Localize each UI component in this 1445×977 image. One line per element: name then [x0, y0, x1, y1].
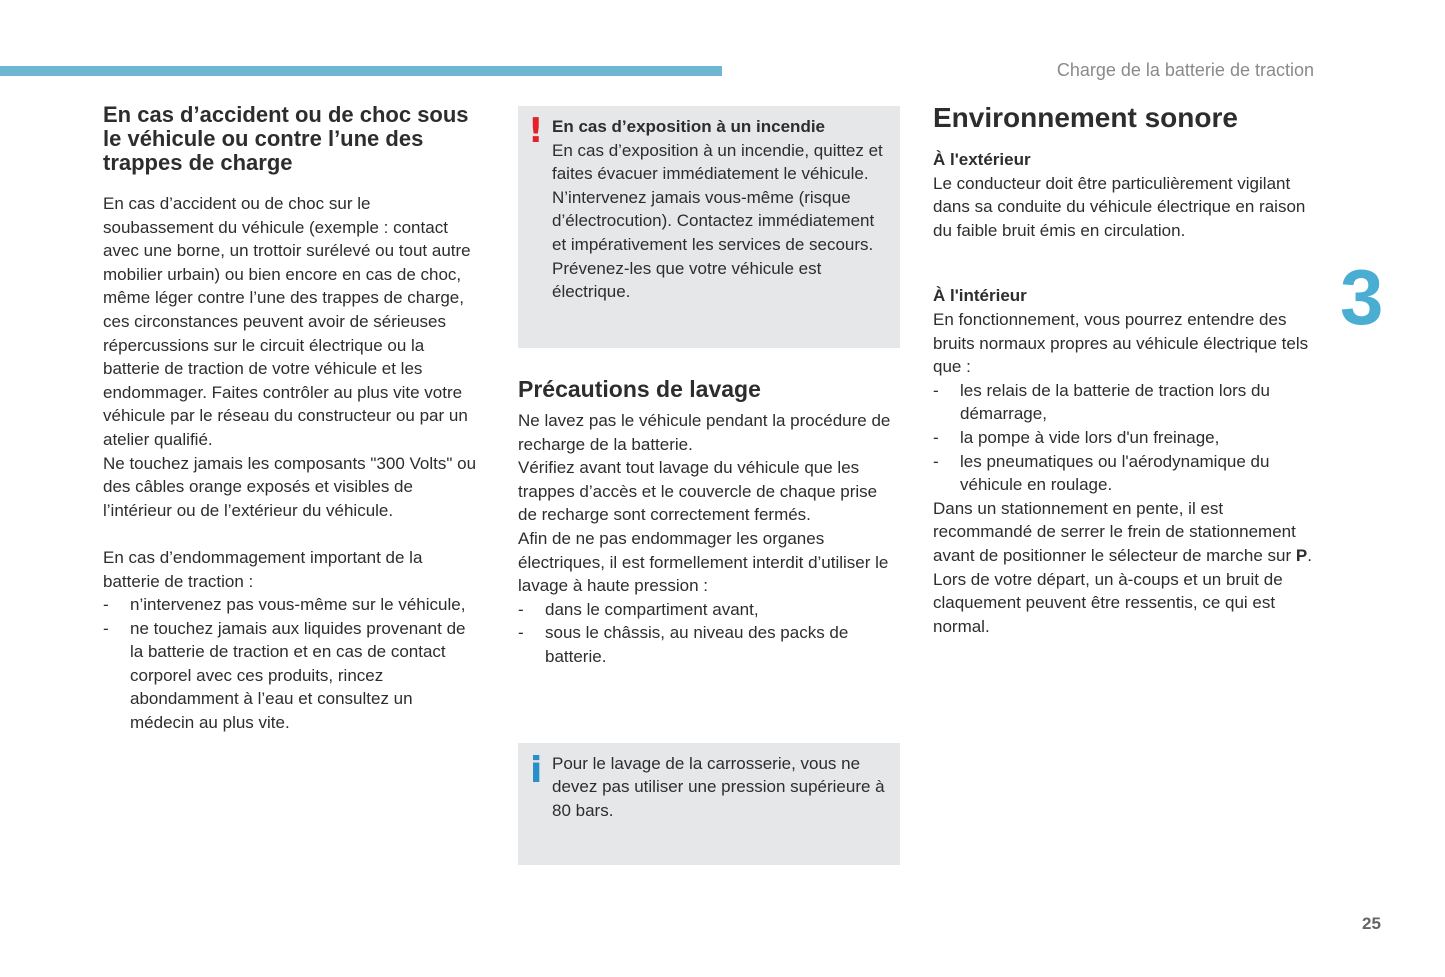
damage-paragraph: En cas d’endommagement important de la batterie de traction :: [103, 547, 423, 591]
chapter-number: 3: [1340, 253, 1384, 341]
list-item: - sous le châssis, au niveau des packs de batterie.: [518, 621, 900, 668]
list-item: - la pompe à vide lors d'un freinage,: [933, 426, 1323, 450]
list-item: - dans le compartiment avant,: [518, 598, 900, 622]
page-number: 25: [1362, 914, 1381, 933]
accident-paragraph: En cas d’accident ou de choc sur le soubassement du véhicule (exemple : contact avec une borne, un trottoir surélevé ou tout autre mobilier urbain) ou bien encore en cas de choc, même léger contre l’une des trappes de charge, ces circonstances peuvent avoir de sérieuses répercussions sur le circuit électrique ou la batterie de traction de votre véhicule et les endommager. Faites contrôler au plus vite votre véhicule par le réseau du constructeur ou par un atelier qualifié.: [103, 194, 471, 449]
exterior-subheading: À l'extérieur: [933, 150, 1031, 169]
list-item: - les pneumatiques ou l'aérodynamique du véhicule en roulage.: [933, 450, 1323, 497]
list-item: - n’intervenez pas vous-même sur le véhicule,: [103, 593, 481, 617]
column-accident: [103, 103, 481, 735]
gear-p-label: P: [1295, 545, 1308, 565]
slope-paragraph: [933, 497, 1323, 639]
lavage-list: [518, 598, 900, 669]
lavage-paragraph-1: Ne lavez pas le véhicule pendant la procédure de recharge de la batterie.: [518, 411, 891, 454]
list-item: - ne touchez jamais aux liquides provenant de la batterie de traction et en cas de contact corporel avec ces produits, rincez abondamment à l’eau et consultez un médecin au plus vite.: [103, 617, 481, 735]
accident-heading: En cas d’accident ou de choc sous le véhicule ou contre l’une des trappes de charge: [103, 102, 469, 175]
interior-subheading: À l'intérieur: [933, 286, 1027, 306]
lavage-heading: Précautions de lavage: [518, 376, 761, 402]
exterior-text: Le conducteur doit être particulièrement vigilant dans sa conduite du véhicule électrique en raison du faible bruit émis en circulation.: [933, 173, 1306, 240]
interior-text: En fonctionnement, vous pourrez entendre des bruits normaux propres au véhicule électrique tels que :: [933, 309, 1309, 377]
column-sound: [933, 100, 1323, 638]
slope-text-end: . Lors de votre départ, un à-coups et un bruit de claquement peuvent être ressentis, ce qui est normal.: [933, 545, 1312, 636]
header-accent-bar: [0, 66, 722, 76]
slope-text-start: Dans un stationnement en pente, il est recommandé de serrer le frein de stationnement avant de positionner le sélecteur de marche sur: [933, 498, 1296, 565]
interior-list: [933, 379, 1323, 497]
sound-heading: Environnement sonore: [933, 102, 1238, 133]
components-paragraph: Ne touchez jamais les composants "300 Volts" ou des câbles orange exposés et visibles de l’intérieur ou de l’extérieur du véhicule.: [103, 453, 477, 520]
lavage-paragraph-2: Vérifiez avant tout lavage du véhicule que les trappes d’accès et le couvercle de chaque prise de recharge sont correctement fermés.: [518, 458, 878, 525]
pressure-info-box: [518, 743, 900, 865]
column-lavage: [518, 106, 900, 865]
damage-list: [103, 593, 481, 735]
lavage-paragraph-3: Afin de ne pas endommager les organes électriques, il est formellement interdit d’utiliser le lavage à haute pression :: [518, 528, 889, 596]
info-text: Pour le lavage de la carrosserie, vous ne devez pas utiliser une pression supérieure à 80 bars.: [552, 753, 885, 820]
warning-text: En cas d’exposition à un incendie, quittez et faites évacuer immédiatement le véhicule. N’intervenez jamais vous-même (risque d’électrocution). Contactez immédiatement et impérativement les services de secours. Prévenez-les que votre véhicule est électrique.: [552, 140, 883, 302]
warning-title: En cas d’exposition à un incendie: [552, 117, 826, 136]
fire-warning-box: [518, 106, 900, 348]
list-item: - les relais de la batterie de traction lors du démarrage,: [933, 379, 1323, 426]
info-icon: i: [530, 749, 543, 791]
warning-icon: !: [528, 111, 544, 151]
running-title: Charge de la batterie de traction: [1056, 60, 1314, 80]
